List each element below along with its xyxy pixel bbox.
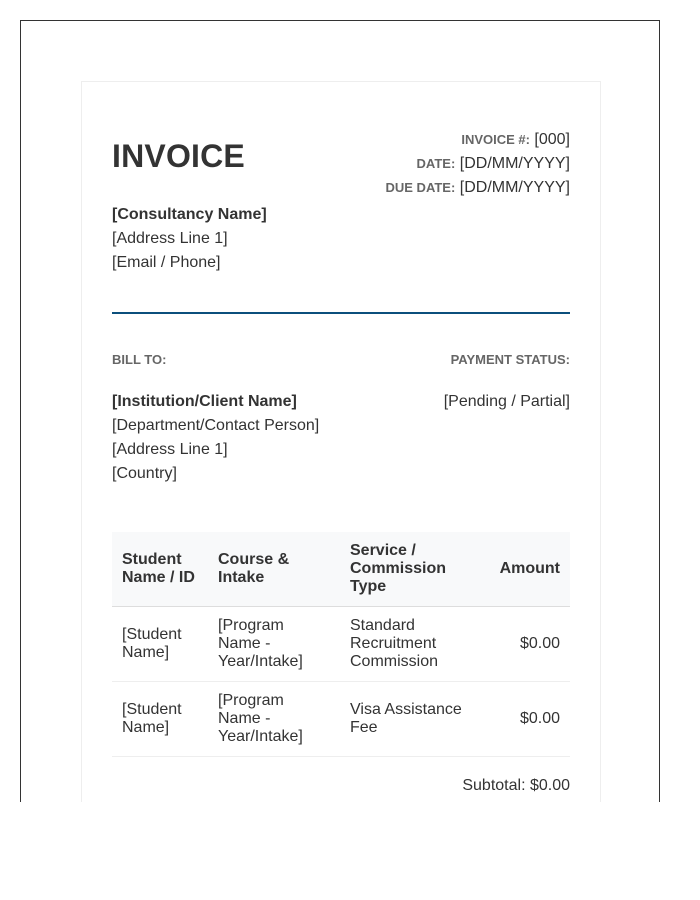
table-row — [112, 607, 570, 682]
client-country: [Country] — [112, 465, 177, 482]
client-address: [Address Line 1] — [112, 441, 228, 458]
payment-status-label: PAYMENT STATUS: — [450, 352, 570, 367]
client-name: [Institution/Client Name] — [112, 393, 297, 410]
line-items-table — [112, 532, 570, 757]
invoice-due-date-value: [DD/MM/YYYY] — [459, 179, 570, 196]
bill-to-label: BILL TO: — [112, 352, 167, 367]
invoice-date-label: DATE: — [416, 156, 456, 171]
invoice-number-label: INVOICE #: — [461, 132, 530, 147]
cell-service: Standard Recruitment Commission — [340, 607, 480, 682]
header-student: Student Name / ID — [112, 532, 208, 607]
invoice-due-date-label: DUE DATE: — [385, 180, 456, 195]
cell-student: [Student Name] — [112, 682, 208, 757]
invoice-date-line — [386, 152, 571, 176]
invoice-number-value: [000] — [534, 131, 570, 148]
table-row — [112, 682, 570, 757]
invoice-title: INVOICE — [112, 138, 245, 174]
invoice-header — [112, 128, 570, 200]
cell-amount: $0.00 — [480, 682, 570, 757]
invoice-meta — [386, 128, 571, 200]
bill-to-block — [112, 348, 319, 486]
header-service: Service / Commission Type — [340, 532, 480, 607]
invoice-date-value: [DD/MM/YYYY] — [459, 155, 570, 172]
header-course: Course & Intake — [208, 532, 340, 607]
cell-course: [Program Name - Year/Intake] — [208, 607, 340, 682]
cell-course: [Program Name - Year/Intake] — [208, 682, 340, 757]
header-divider — [112, 312, 570, 314]
from-block — [112, 203, 570, 275]
cell-student: [Student Name] — [112, 607, 208, 682]
consultancy-address: [Address Line 1] — [112, 230, 228, 247]
payment-status-value: [Pending / Partial] — [443, 393, 570, 410]
cell-amount: $0.00 — [480, 607, 570, 682]
invoice-content — [112, 128, 570, 795]
header-amount: Amount — [480, 532, 570, 607]
consultancy-name: [Consultancy Name] — [112, 206, 267, 223]
cell-service: Visa Assistance Fee — [340, 682, 480, 757]
client-department: [Department/Contact Person] — [112, 417, 320, 434]
payment-status-block — [444, 348, 570, 486]
invoice-number-line — [386, 128, 571, 152]
table-header-row — [112, 532, 570, 607]
consultancy-contact: [Email / Phone] — [112, 254, 221, 271]
subtotal: Subtotal: $0.00 — [462, 777, 570, 794]
invoice-due-date-line — [386, 176, 571, 200]
billing-section — [112, 348, 570, 486]
